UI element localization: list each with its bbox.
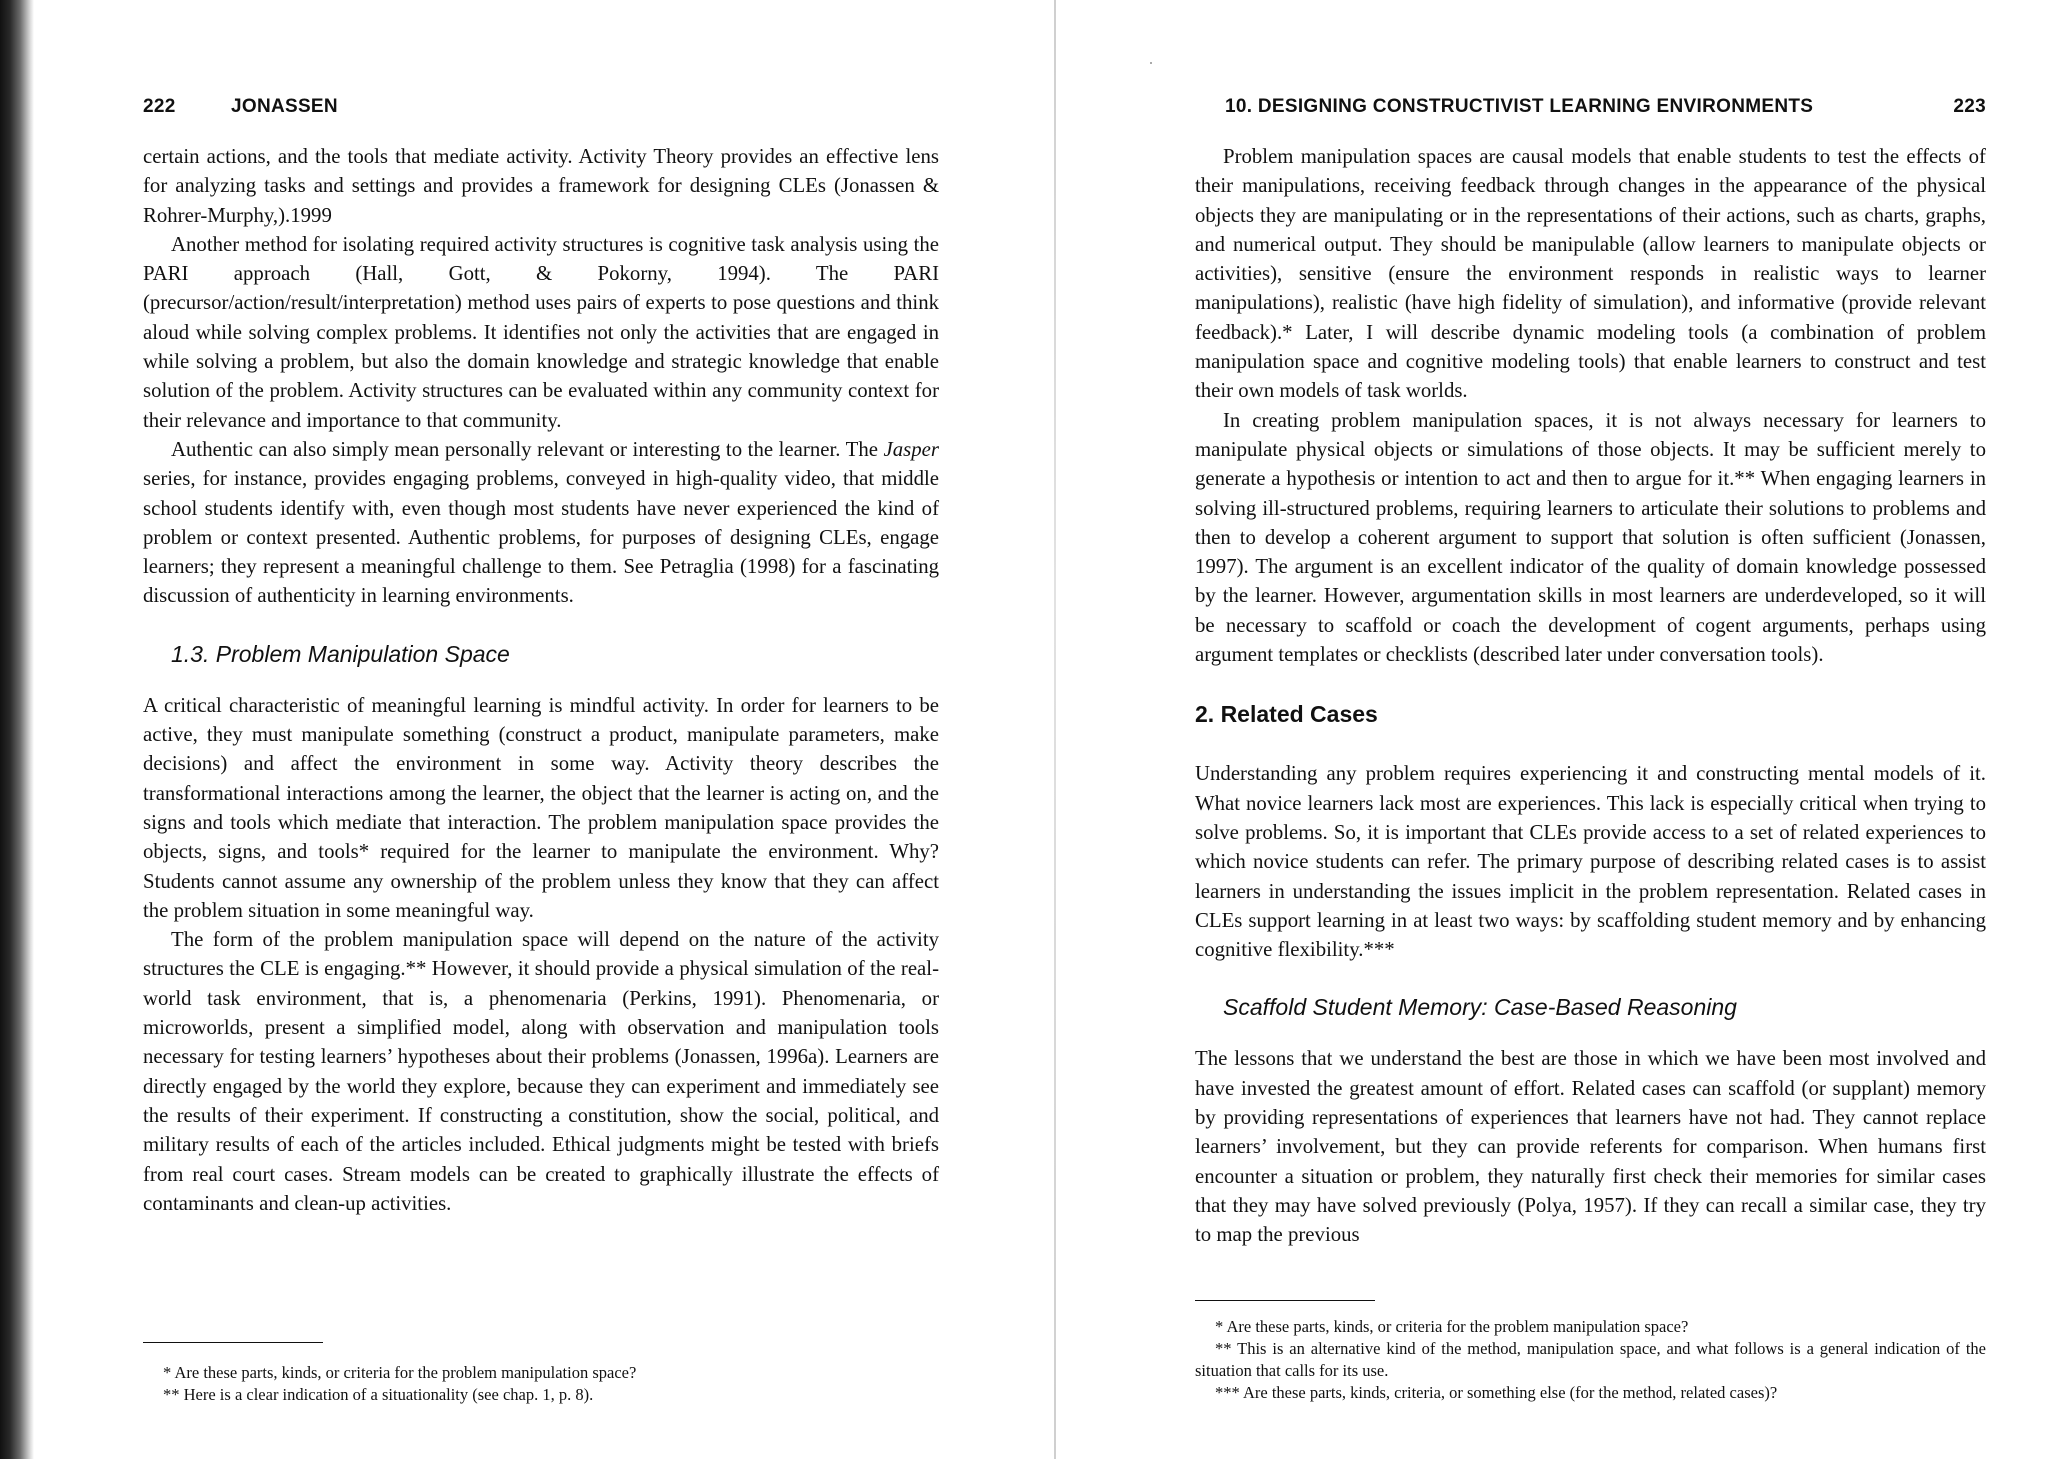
paragraph-jasper [143, 435, 939, 611]
italic-title: Jasper [883, 437, 939, 461]
scan-speck [1150, 62, 1152, 64]
right-running-title: 10. DESIGNING CONSTRUCTIVIST LEARNING ENVIRONMENTS [1225, 96, 1814, 117]
footnote-rule [1195, 1300, 1375, 1301]
footnote: *** Are these parts, kinds, criteria, or something else (for the method, related cases)? [1215, 1383, 1778, 1402]
text-span: series, for instance, provides engaging problems, conveyed in high-quality video, that middle school students identify with, even though most students have never experienced the kind of problem or context presented. Authentic problems, for purposes of designing CLEs, engage learners; they represent a meaningful challenge to them. See Petraglia (1998) for a fascinating discussion of authenticity in learning environments. [143, 467, 939, 608]
left-running-title: JONASSEN [231, 96, 338, 117]
subheading: 1.3. Problem Manipulation Space [171, 640, 510, 667]
right-body [1195, 142, 1986, 1250]
section-heading: 2. Related Cases [1195, 701, 1378, 728]
footnote-rule [143, 1342, 323, 1343]
left-page [143, 0, 939, 1459]
right-running-head [1195, 96, 1986, 124]
paragraph: The lessons that we understand the best are those in which we have been most involved and have invested the greatest amount of effort. Related cases can scaffold (or supplant) memory by providing representations of experiences that learners have not had. They cannot replace learners’ involvement, but they can provide referents for comparison. When humans first encounter a situation or problem, they naturally first check their memories for similar cases that they may have solved previously (Polya, 1957). If they can recall a similar case, they try to map the previous [1195, 1047, 1986, 1247]
right-page [1195, 0, 1986, 1459]
paragraph: Understanding any problem requires experiencing it and constructing mental models of it. What novice learners lack most are experiences. This lack is especially critical when trying to solve problems. So, it is important that CLEs provide access to a set of related experiences to which novice students can refer. The primary purpose of describing related cases is to assist learners in understanding the issues implicit in the problem representation. Related cases in CLEs support learning in at least two ways: by scaffolding student memory and by enhancing cognitive flexibility.*** [1195, 762, 1986, 962]
paragraph: A critical characteristic of meaningful learning is mindful activity. In order for learners to be active, they must manipulate something (construct a product, manipulate parameters, make decisions) and affect the environment in some way. Activity theory describes the transformational interactions among the learner, the object that the learner is acting on, and the signs and tools which mediate that interaction. The problem manipulation space provides the objects, signs, and tools* required for the learner to manipulate the environment. Why? Students cannot assume any ownership of the problem unless they know that they can affect the problem situation in some meaningful way. [143, 693, 939, 922]
left-running-head [143, 96, 939, 124]
left-body [143, 142, 939, 1218]
paragraph: In creating problem manipulation spaces, it is not always necessary for learners to manipulate physical objects or simulations of those objects. It may be sufficient merely to generate a hypothesis or intention to act and then to argue for it.** When engaging learners in solving ill-structured problems, requiring learners to articulate their solutions to problems and then to develop a coherent argument to support that solution is often sufficient (Jonassen, 1997). The argument is an excellent indicator of the quality of domain knowledge possessed by the learner. However, argumentation skills in most learners are underdeveloped, so it will be necessary to scaffold or coach the development of cogent arguments, perhaps using argument templates or checklists (described later under conversation tools). [1195, 408, 1986, 667]
footnote: ** Here is a clear indication of a situationality (see chap. 1, p. 8). [163, 1385, 594, 1404]
right-footnotes [1195, 1316, 1986, 1404]
paragraph: Problem manipulation spaces are causal models that enable students to test the effects of their manipulations, receiving feedback through changes in the appearance of the physical objects they are manipulating or in the representations of their actions, such as charts, graphs, and numerical output. They should be manipulable (allow learners to manipulate objects or activities), sensitive (ensure the environment responds in realistic ways to learner manipulations), realistic (have high fidelity of simulation), and informative (provide relevant feedback).* Later, I will describe dynamic modeling tools (a combination of problem manipulation space and cognitive modeling tools) that enable learners to construct and test their own models of task worlds. [1195, 145, 1986, 403]
right-page-number: 223 [1953, 96, 1986, 117]
page-gutter [1054, 0, 1056, 1459]
book-binding-shadow [0, 0, 34, 1459]
footnote: * Are these parts, kinds, or criteria for the problem manipulation space? [163, 1363, 637, 1382]
footnote: * Are these parts, kinds, or criteria for the problem manipulation space? [1215, 1317, 1689, 1336]
subheading: Scaffold Student Memory: Case-Based Reasoning [1223, 994, 1737, 1021]
paragraph: Another method for isolating required activity structures is cognitive task analysis using the PARI approach (Hall, Gott, & Pokorny, 1994). The PARI (precursor/action/result/interpretation) method uses pairs of experts to pose questions and think aloud while solving complex problems. It identifies not only the activities that are engaged in while solving a problem, but also the domain knowledge and strategic knowledge that enable solution of the problem. Activity structures can be evaluated within any community context for their relevance and importance to that community. [143, 232, 939, 432]
paragraph: The form of the problem manipulation space will depend on the nature of the activity structures the CLE is engaging.** However, it should provide a physical simulation of the real-world task environment, that is, a phenomenaria (Perkins, 1991). Phenomenaria, or microworlds, present a simplified model, along with observation and manipulation tools necessary for testing learners’ hypotheses about their problems (Jonassen, 1996a). Learners are directly engaged by the world they explore, because they can experiment and immediately see the results of their experiment. If constructing a constitution, show the social, political, and military results of each of the articles included. Ethical judgments might be tested with briefs from real court cases. Stream models can be created to graphically illustrate the effects of contaminants and clean-up activities. [143, 928, 939, 1215]
left-footnotes [143, 1362, 939, 1406]
footnote: ** This is an alternative kind of the method, manipulation space, and what follows is a general indication of the situation that calls for its use. [1195, 1339, 1986, 1380]
left-page-number: 222 [143, 96, 176, 117]
paragraph: certain actions, and the tools that mediate activity. Activity Theory provides an effective lens for analyzing tasks and settings and provides a framework for designing CLEs (Jonassen & Rohrer-Murphy,).1999 [143, 145, 939, 227]
text-span: Authentic can also simply mean personally relevant or interesting to the learner. The [171, 437, 884, 461]
